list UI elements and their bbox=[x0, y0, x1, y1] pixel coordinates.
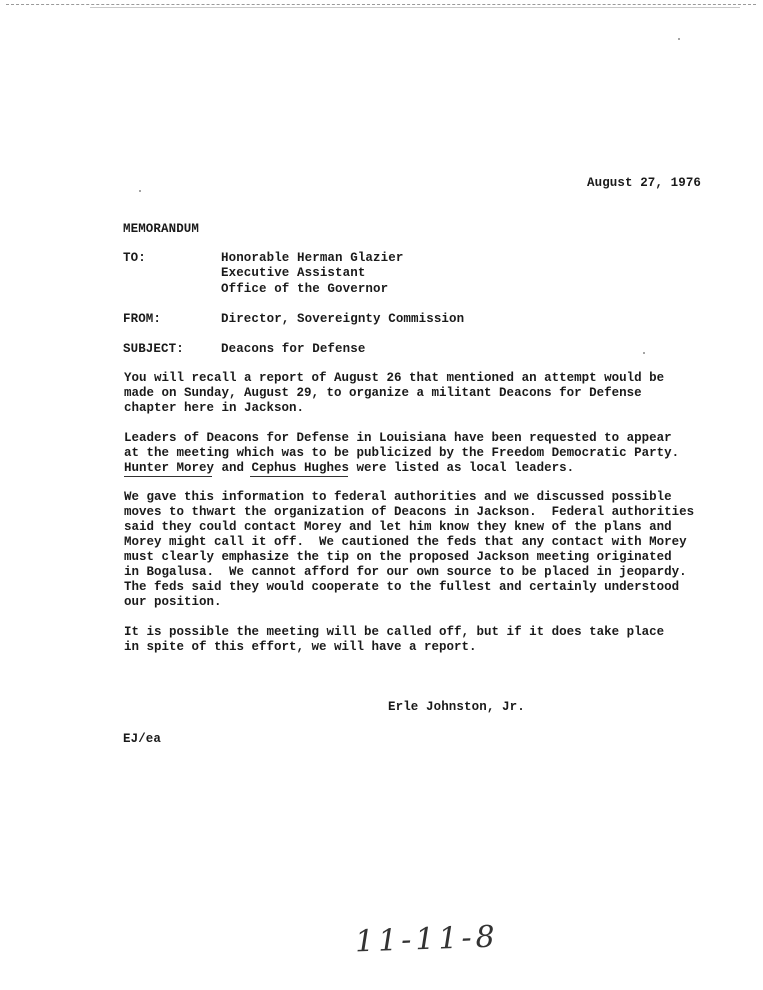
paragraph-3-line-6: in Bogalusa. We cannot afford for our own source to be placed in jeopardy. bbox=[124, 565, 687, 579]
paragraph-2-line-1: Leaders of Deacons for Defense in Louisiana have been requested to appear bbox=[124, 431, 672, 445]
paragraph-3-line-8: our position. bbox=[124, 595, 222, 609]
paragraph-2-line-2: at the meeting which was to be publicized by the Freedom Democratic Party. bbox=[124, 446, 680, 460]
subject-value: Deacons for Defense bbox=[221, 342, 366, 356]
signature-name: Erle Johnston, Jr. bbox=[388, 700, 525, 714]
memo-date: August 27, 1976 bbox=[587, 176, 702, 190]
to-line-2: Executive Assistant bbox=[221, 266, 366, 280]
to-label: TO: bbox=[123, 251, 146, 265]
paragraph-3-line-1: We gave this information to federal authorities and we discussed possible bbox=[124, 490, 672, 504]
paragraph-3-line-7: The feds said they would cooperate to the fullest and certainly understood bbox=[124, 580, 680, 594]
handwritten-file-number: 11-11-8 bbox=[354, 919, 500, 960]
handwritten-underline-hughes bbox=[250, 476, 348, 477]
typist-initials: EJ/ea bbox=[123, 732, 162, 746]
paragraph-3-line-3: said they could contact Morey and let him know they knew of the plans and bbox=[124, 520, 672, 534]
paragraph-3-line-5: must clearly emphasize the tip on the proposed Jackson meeting originated bbox=[124, 550, 672, 564]
to-line-1: Honorable Herman Glazier bbox=[221, 251, 404, 265]
paragraph-1-line-2: made on Sunday, August 29, to organize a militant Deacons for Defense bbox=[124, 386, 642, 400]
memo-heading: MEMORANDUM bbox=[123, 222, 200, 236]
paragraph-2-line-3: Hunter Morey and Cephus Hughes were listed as local leaders. bbox=[124, 461, 575, 475]
paragraph-1-line-1: You will recall a report of August 26 that mentioned an attempt would be bbox=[124, 371, 665, 385]
paragraph-3-line-4: Morey might call it off. We cautioned the feds that any contact with Morey bbox=[124, 535, 687, 549]
paragraph-4-line-1: It is possible the meeting will be called off, but if it does take place bbox=[124, 625, 665, 639]
scan-edge-line-2 bbox=[90, 7, 740, 8]
from-label: FROM: bbox=[123, 312, 162, 326]
to-line-3: Office of the Governor bbox=[221, 282, 389, 296]
handwritten-underline-morey bbox=[124, 476, 212, 477]
scan-speck bbox=[678, 38, 680, 40]
scan-speck bbox=[643, 352, 645, 354]
subject-label: SUBJECT: bbox=[123, 342, 184, 356]
paragraph-1-line-3: chapter here in Jackson. bbox=[124, 401, 305, 415]
from-value: Director, Sovereignty Commission bbox=[221, 312, 465, 326]
scan-edge-line bbox=[6, 4, 756, 5]
scan-speck bbox=[139, 190, 141, 192]
paragraph-3-line-2: moves to thwart the organization of Deacons in Jackson. Federal authorities bbox=[124, 505, 695, 519]
paragraph-4-line-2: in spite of this effort, we will have a report. bbox=[124, 640, 477, 654]
